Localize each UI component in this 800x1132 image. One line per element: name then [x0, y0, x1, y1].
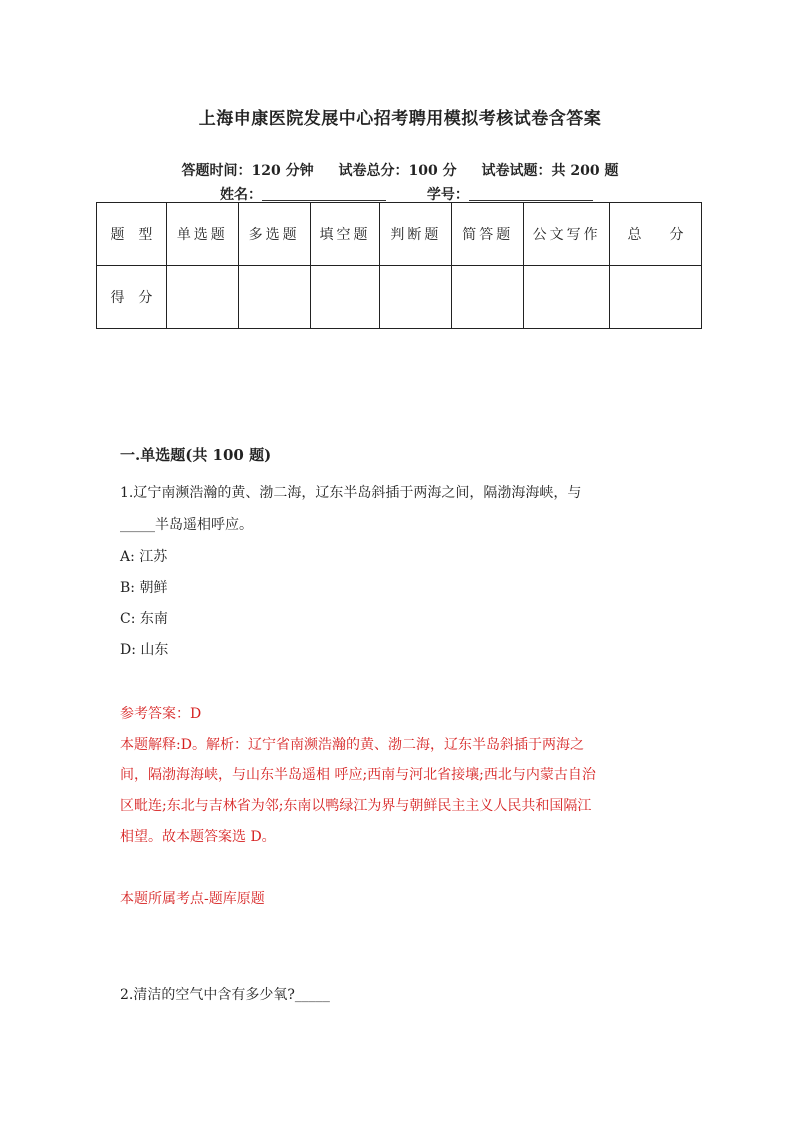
q1-stem-line1: 1.辽宁南濒浩瀚的黄、渤二海，辽东半岛斜插于两海之间，隔渤海海峡，与 [120, 485, 582, 501]
score-cell-single-choice[interactable] [166, 266, 238, 329]
section-heading: 一.单选题(共 100 题) [120, 446, 272, 464]
student-info [220, 184, 593, 204]
header-short-answer: 简答题 [452, 203, 524, 266]
score-table [96, 202, 702, 329]
q1-stem-line2: _____半岛遥相呼应。 [120, 517, 253, 533]
q2-stem: 2.清洁的空气中含有多少氧?_____ [120, 987, 330, 1003]
name-label: 姓名： [220, 187, 262, 203]
id-blank[interactable] [469, 187, 593, 201]
score-cell-total[interactable] [610, 266, 702, 329]
header-single-choice: 单选题 [166, 203, 238, 266]
q1-explanation-line3: 区毗连;东北与吉林省为邻;东南以鸭绿江为界与朝鲜民主主义人民共和国隔江 [120, 798, 592, 814]
q1-explanation-line4: 相望。故本题答案选 D。 [120, 829, 276, 845]
q1-option-d: D: 山东 [120, 642, 169, 658]
score-cell-true-false[interactable] [380, 266, 452, 329]
q1-option-c: C: 东南 [120, 611, 168, 627]
exam-total-questions: 试卷试题：共 200 题 [481, 163, 619, 179]
score-cell-multi-choice[interactable] [238, 266, 310, 329]
header-multi-choice: 多选题 [238, 203, 310, 266]
score-cell-fill-blank[interactable] [310, 266, 380, 329]
score-cell-document-writing[interactable] [524, 266, 610, 329]
name-blank[interactable] [262, 187, 386, 201]
exam-meta [0, 160, 800, 180]
id-label: 学号： [426, 187, 469, 203]
q1-option-b: B: 朝鲜 [120, 580, 168, 596]
score-table-header-row [97, 203, 702, 266]
header-fill-blank: 填空题 [310, 203, 380, 266]
q1-explanation-line1: 本题解释:D。解析：辽宁省南濒浩瀚的黄、渤二海，辽东半岛斜插于两海之 [120, 737, 584, 753]
header-document-writing: 公文写作 [524, 203, 610, 266]
score-cell-short-answer[interactable] [452, 266, 524, 329]
q1-explanation-line2: 间，隔渤海海峡，与山东半岛遥相 呼应;西南与河北省接壤;西北与内蒙古自治 [120, 767, 596, 783]
header-question-type: 题 型 [97, 203, 167, 266]
exam-time: 答题时间：120 分钟 [181, 163, 314, 179]
q1-source: 本题所属考点-题库原题 [120, 891, 265, 907]
doc-title: 上海申康医院发展中心招考聘用模拟考核试卷含答案 [198, 109, 602, 129]
exam-total-score: 试卷总分：100 分 [338, 163, 457, 179]
score-table-score-row [97, 266, 702, 329]
q1-answer: 参考答案：D [120, 706, 202, 722]
score-row-label: 得 分 [97, 266, 167, 329]
q1-option-a: A: 江苏 [120, 549, 168, 565]
header-true-false: 判断题 [380, 203, 452, 266]
header-total: 总 分 [610, 203, 702, 266]
